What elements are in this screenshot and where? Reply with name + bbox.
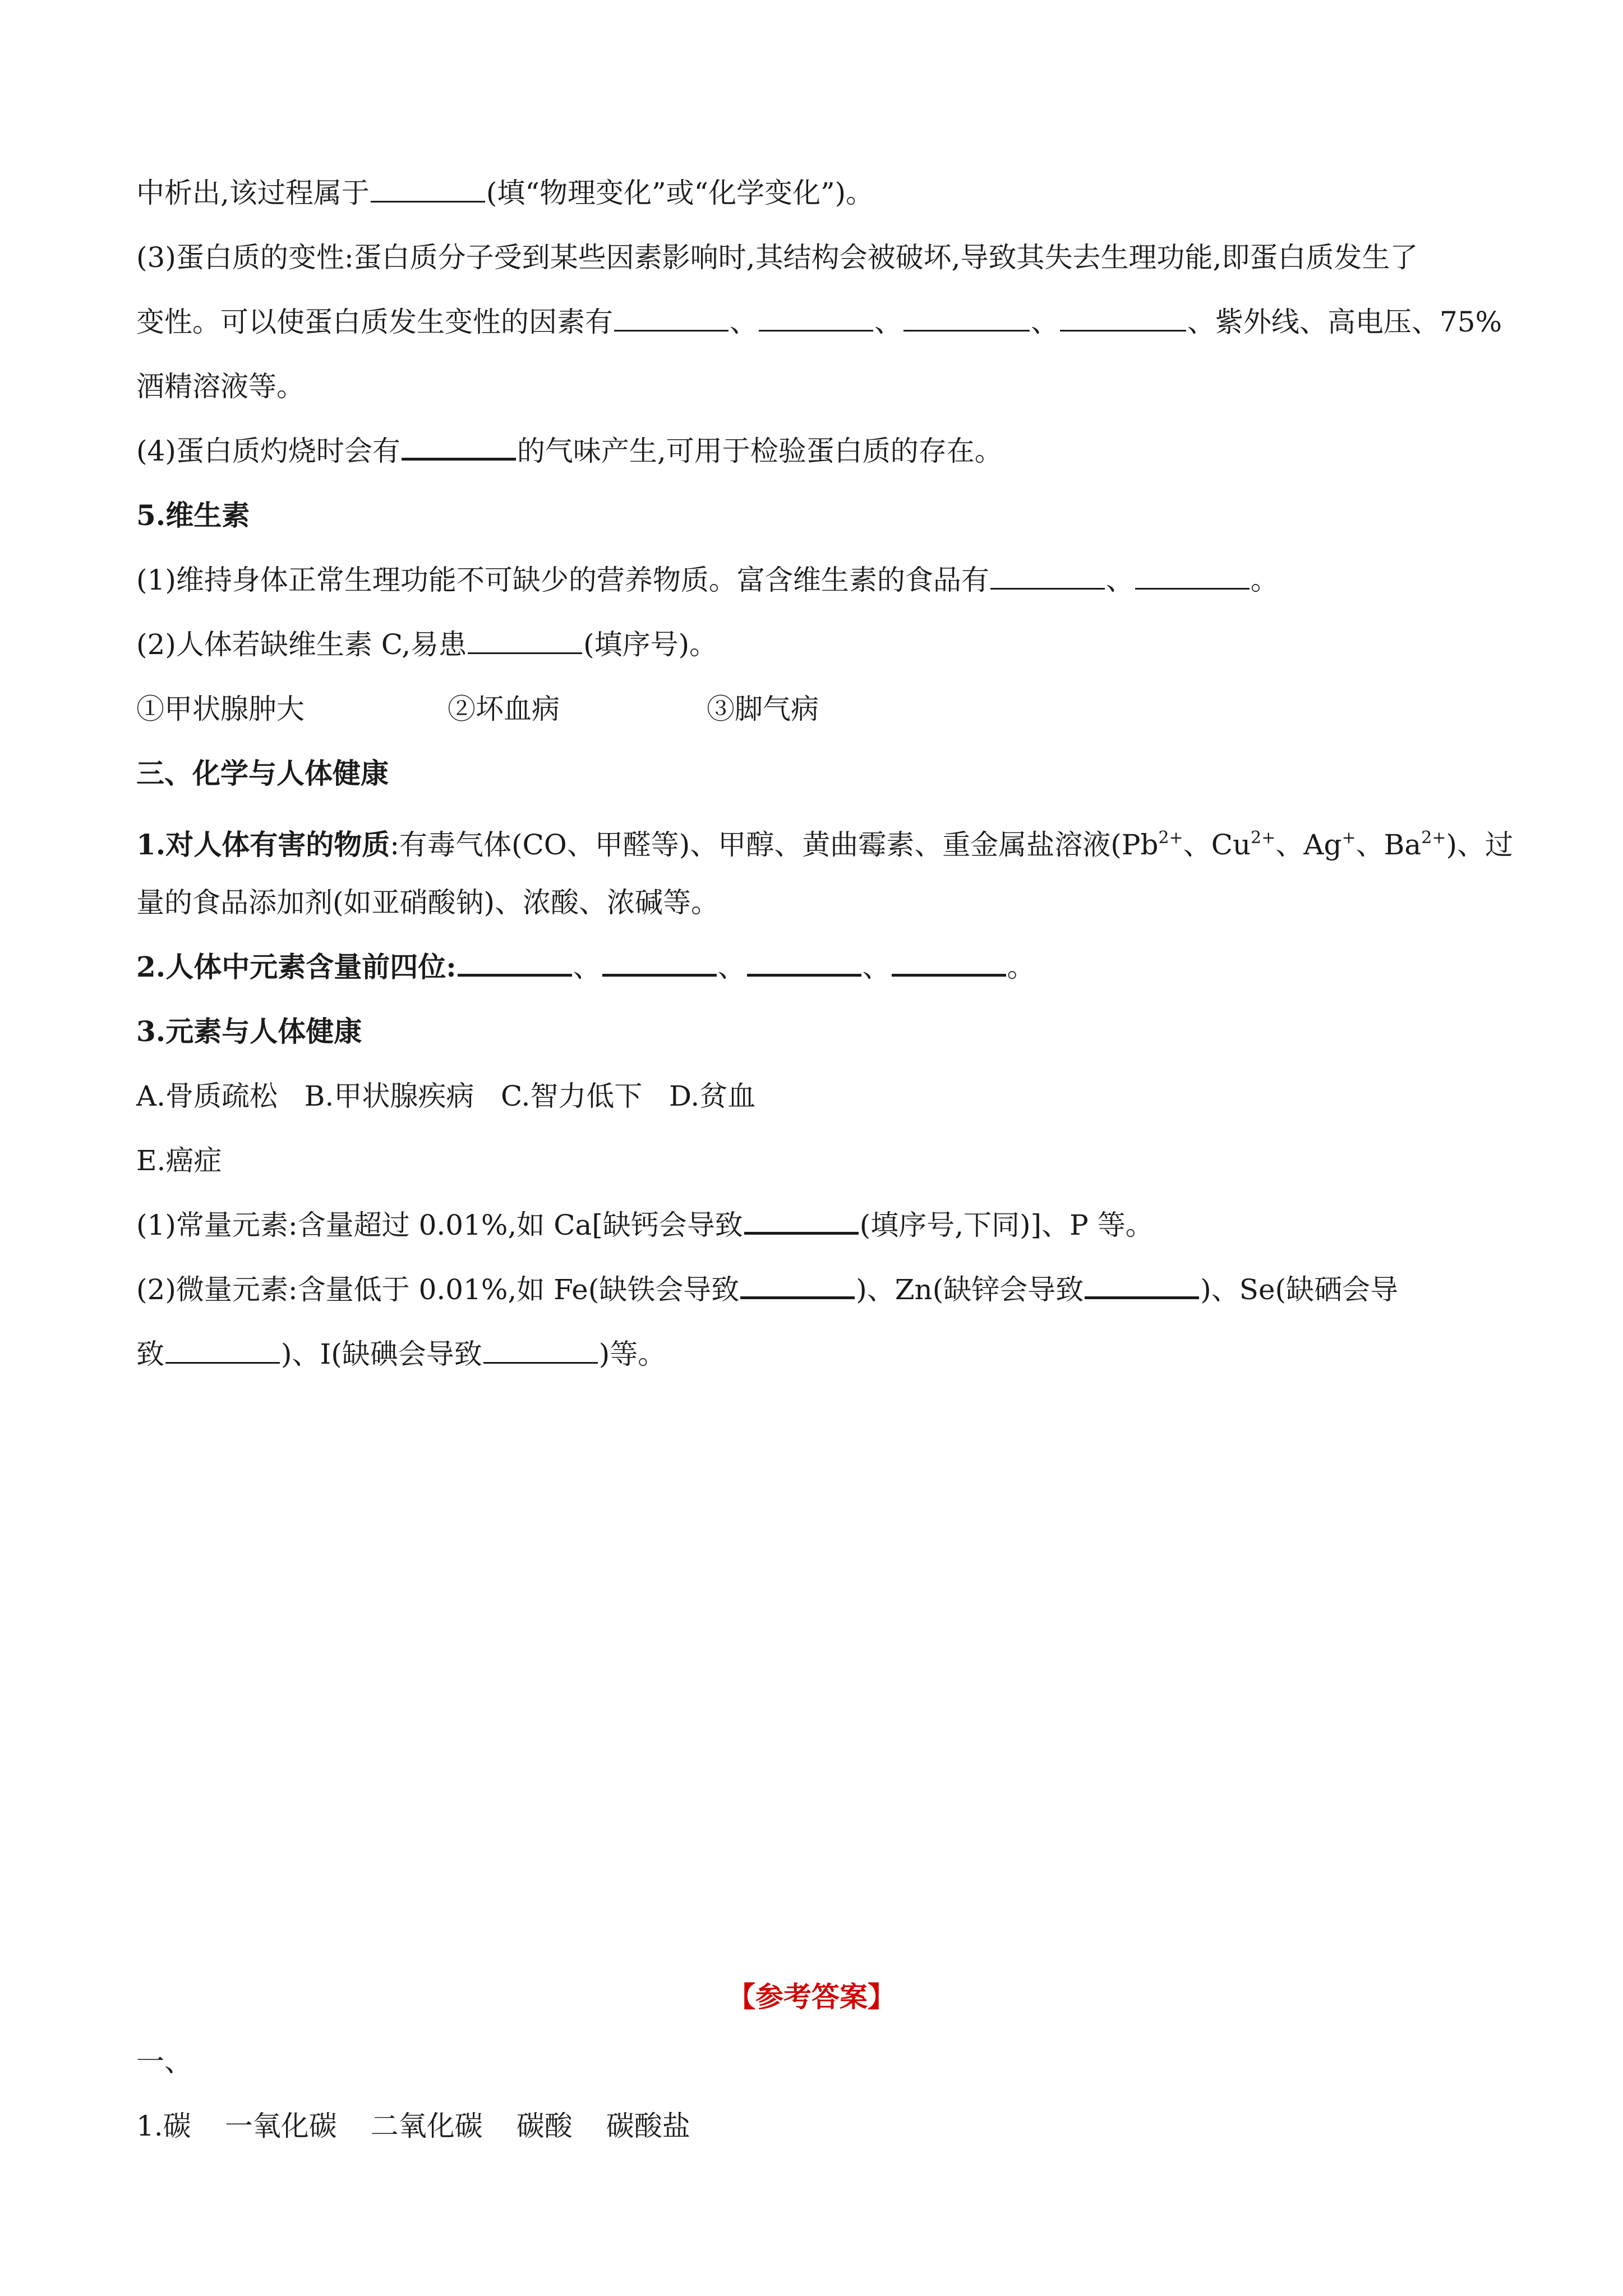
fill-blank[interactable] xyxy=(903,307,1030,332)
fill-blank[interactable] xyxy=(371,178,485,203)
text-line xyxy=(136,1208,1154,1243)
option: ③脚气病 xyxy=(707,693,819,725)
fill-blank[interactable] xyxy=(747,951,861,977)
fill-blank[interactable] xyxy=(483,1340,598,1364)
text: 变性。可以使蛋白质发生变性的因素有 xyxy=(136,306,613,338)
separator: 、 xyxy=(1105,564,1134,596)
fill-blank[interactable] xyxy=(990,565,1105,590)
text-line xyxy=(136,369,305,404)
text-line xyxy=(136,434,1003,468)
fill-blank[interactable] xyxy=(759,307,873,332)
text: (4)蛋白质灼烧时会有 xyxy=(136,435,400,467)
separator: 、 xyxy=(730,306,758,338)
separator: 、 xyxy=(717,951,746,983)
answer-section: 一、 xyxy=(136,2045,192,2078)
text: 的气味产生,可用于检验蛋白质的存在。 xyxy=(517,435,1003,467)
text: (3)蛋白质的变性:蛋白质分子受到某些因素影响时,其结构会被破坏,导致其失去生理功能,即蛋白质发生了 xyxy=(136,241,1418,274)
text: )、Se(缺硒会导 xyxy=(1200,1273,1399,1306)
text-line xyxy=(136,1079,755,1114)
section-heading: 5.维生素 xyxy=(136,499,250,532)
superscript: 2+ xyxy=(1251,828,1276,848)
item-heading: 1.对人体有害的物质 xyxy=(136,828,390,861)
option: ②坏血病 xyxy=(448,693,560,725)
text: (2)微量元素:含量低于 0.01%,如 Fe(缺铁会导致 xyxy=(136,1273,740,1306)
text: (填序号,下同)]、P 等。 xyxy=(859,1209,1154,1241)
text: )、I(缺碘会导致 xyxy=(281,1338,482,1370)
text: 。 xyxy=(1007,951,1035,983)
text-line xyxy=(136,950,1035,984)
answer-item: 一氧化碳 xyxy=(224,2110,337,2142)
text-line xyxy=(136,885,719,920)
superscript: 2+ xyxy=(1421,828,1446,848)
text: 酒精溶液等。 xyxy=(136,370,305,403)
text-line xyxy=(136,563,1279,597)
text-line xyxy=(136,176,874,210)
text-line xyxy=(136,821,1513,862)
text: 、Cu xyxy=(1183,829,1251,861)
fill-blank[interactable] xyxy=(402,435,516,461)
superscript: + xyxy=(1341,828,1356,848)
text: A.骨质疏松 B.甲状腺疾病 C.智力低下 D.贫血 xyxy=(136,1080,756,1112)
text: E.癌症 xyxy=(136,1144,222,1177)
fill-blank[interactable] xyxy=(740,1274,855,1299)
separator: 、 xyxy=(862,951,891,983)
fill-blank[interactable] xyxy=(165,1340,280,1364)
text: (1)维持身体正常生理功能不可缺少的营养物质。富含维生素的食品有 xyxy=(136,564,989,596)
text: )、过 xyxy=(1446,829,1513,861)
text: (填“物理变化”或“化学变化”)。 xyxy=(486,177,874,209)
fill-blank[interactable] xyxy=(744,1209,859,1235)
section-heading: 3.元素与人体健康 xyxy=(136,1015,362,1048)
text-line xyxy=(136,1272,1398,1307)
text: 量的食品添加剂(如亚硝酸钠)、浓酸、浓碱等。 xyxy=(136,886,720,919)
text: 。 xyxy=(1250,564,1279,596)
text-line xyxy=(136,1143,222,1178)
text: 、Ag xyxy=(1275,829,1342,861)
text: 、Ba xyxy=(1355,829,1422,861)
fill-blank[interactable] xyxy=(1135,565,1249,590)
fill-blank[interactable] xyxy=(892,951,1006,977)
separator: 、 xyxy=(573,951,601,983)
answer-title: 【参考答案】 xyxy=(727,1980,896,2013)
fill-blank[interactable] xyxy=(602,951,717,977)
answer-item: 1.碳 xyxy=(136,2110,191,2142)
answer-item: 碳酸盐 xyxy=(606,2110,690,2142)
text: )、Zn(缺锌会导致 xyxy=(856,1273,1084,1306)
text: (填序号)。 xyxy=(583,628,718,661)
fill-blank[interactable] xyxy=(458,951,572,977)
text: )等。 xyxy=(598,1338,666,1370)
text: :有毒气体(CO、甲醛等)、甲醇、黄曲霉素、重金属盐溶液(Pb xyxy=(390,829,1159,861)
option: ①甲状腺肿大 xyxy=(136,693,305,725)
text: (1)常量元素:含量超过 0.01%,如 Ca[缺钙会导致 xyxy=(136,1209,743,1241)
fill-blank[interactable] xyxy=(468,630,582,654)
answer-item: 二氧化碳 xyxy=(370,2110,483,2142)
section-heading: 三、化学与人体健康 xyxy=(136,757,389,790)
fill-blank[interactable] xyxy=(1060,307,1186,332)
fill-blank[interactable] xyxy=(614,307,728,332)
superscript: 2+ xyxy=(1158,828,1183,848)
separator: 、 xyxy=(1031,306,1059,338)
text-line xyxy=(136,627,717,662)
separator: 、 xyxy=(874,306,902,338)
text: (2)人体若缺维生素 C,易患 xyxy=(136,628,467,661)
text-line xyxy=(136,240,1418,275)
text: 中析出,该过程属于 xyxy=(136,177,370,209)
text: 、紫外线、高电压、75% xyxy=(1187,306,1502,338)
answer-item: 碳酸 xyxy=(516,2110,573,2142)
fill-blank[interactable] xyxy=(1085,1274,1199,1299)
item-heading: 2.人体中元素含量前四位: xyxy=(136,950,457,983)
options-line xyxy=(136,692,819,726)
answer-line xyxy=(136,2109,690,2143)
text: 致 xyxy=(136,1338,164,1370)
text-line xyxy=(136,305,1502,339)
text-line xyxy=(136,1337,666,1372)
